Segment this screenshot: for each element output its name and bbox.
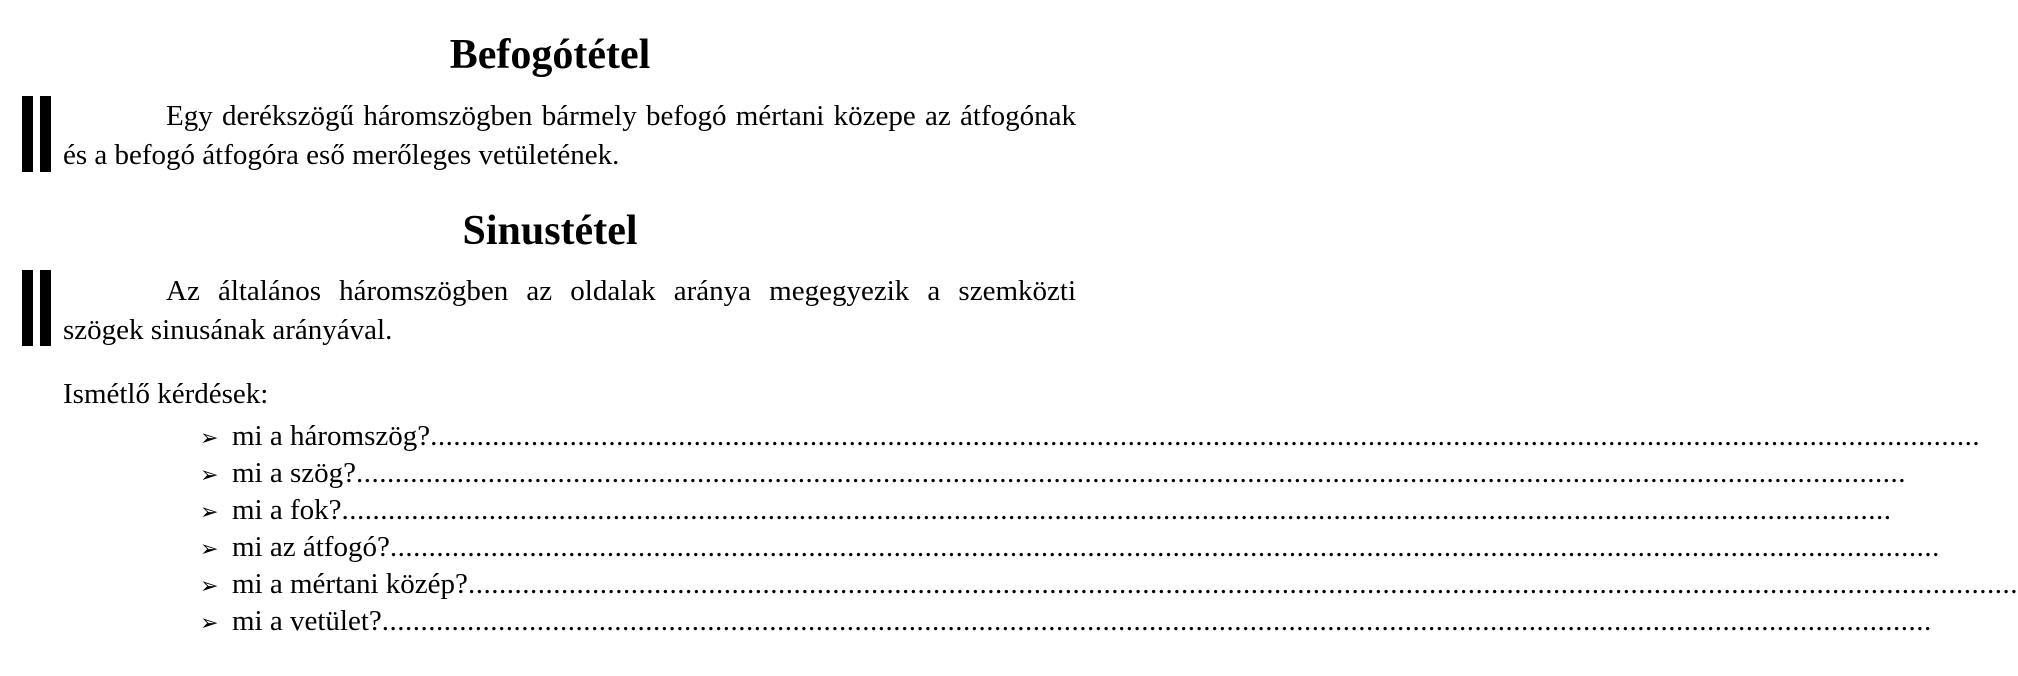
answer-dotted-line[interactable]: ........................................................................................................................................................................................................	[341, 494, 1892, 526]
question-text: mi a mértani közép?	[232, 568, 468, 600]
theorem-title-sinustetel: Sinustétel	[462, 208, 638, 254]
margin-bar	[40, 96, 51, 172]
answer-dotted-line[interactable]: ........................................................................................................................................................................................................	[430, 420, 1981, 452]
question-text: mi a fok?	[232, 494, 342, 526]
question-item	[200, 566, 2018, 603]
question-item	[200, 492, 1892, 529]
arrowhead-bullet-icon: ➢	[200, 500, 219, 525]
question-text: mi a háromszög?	[232, 420, 431, 452]
answer-dotted-line[interactable]: ........................................................................................................................................................................................................	[356, 457, 1907, 489]
question-text: mi a vetület?	[232, 605, 382, 637]
question-item	[200, 603, 1932, 640]
review-questions-list	[200, 418, 2018, 640]
answer-dotted-line[interactable]: ........................................................................................................................................................................................................	[381, 605, 1932, 637]
theorem-text-sinustetel: Az általános háromszögben az oldalak aránya megegyezik a szemközti szögek sinusának arányával.	[63, 275, 1076, 346]
margin-bars-icon	[22, 270, 52, 346]
question-text: mi a szög?	[232, 457, 357, 489]
arrowhead-bullet-icon: ➢	[200, 537, 219, 562]
theorem-title-befogotetel: Befogótétel	[449, 32, 651, 78]
question-item	[200, 418, 1981, 455]
margin-bar	[22, 270, 33, 346]
margin-bars-icon	[22, 96, 52, 172]
review-questions-label: Ismétlő kérdések:	[63, 378, 269, 410]
arrowhead-bullet-icon: ➢	[200, 426, 219, 451]
arrowhead-bullet-icon: ➢	[200, 463, 219, 488]
question-item	[200, 455, 1907, 492]
arrowhead-bullet-icon: ➢	[200, 611, 219, 636]
answer-dotted-line[interactable]: ........................................................................................................................................................................................................	[389, 531, 1940, 563]
answer-dotted-line[interactable]: ........................................................................................................................................................................................................	[467, 568, 2018, 600]
margin-bar	[22, 96, 33, 172]
arrowhead-bullet-icon: ➢	[200, 574, 219, 599]
question-item	[200, 529, 1940, 566]
question-text: mi az átfogó?	[232, 531, 390, 563]
margin-bar	[40, 270, 51, 346]
theorem-text-befogotetel: Egy derékszögű háromszögben bármely befogó mértani közepe az átfogónak és a befogó átfogóra eső merőleges vetületének.	[63, 100, 1076, 171]
